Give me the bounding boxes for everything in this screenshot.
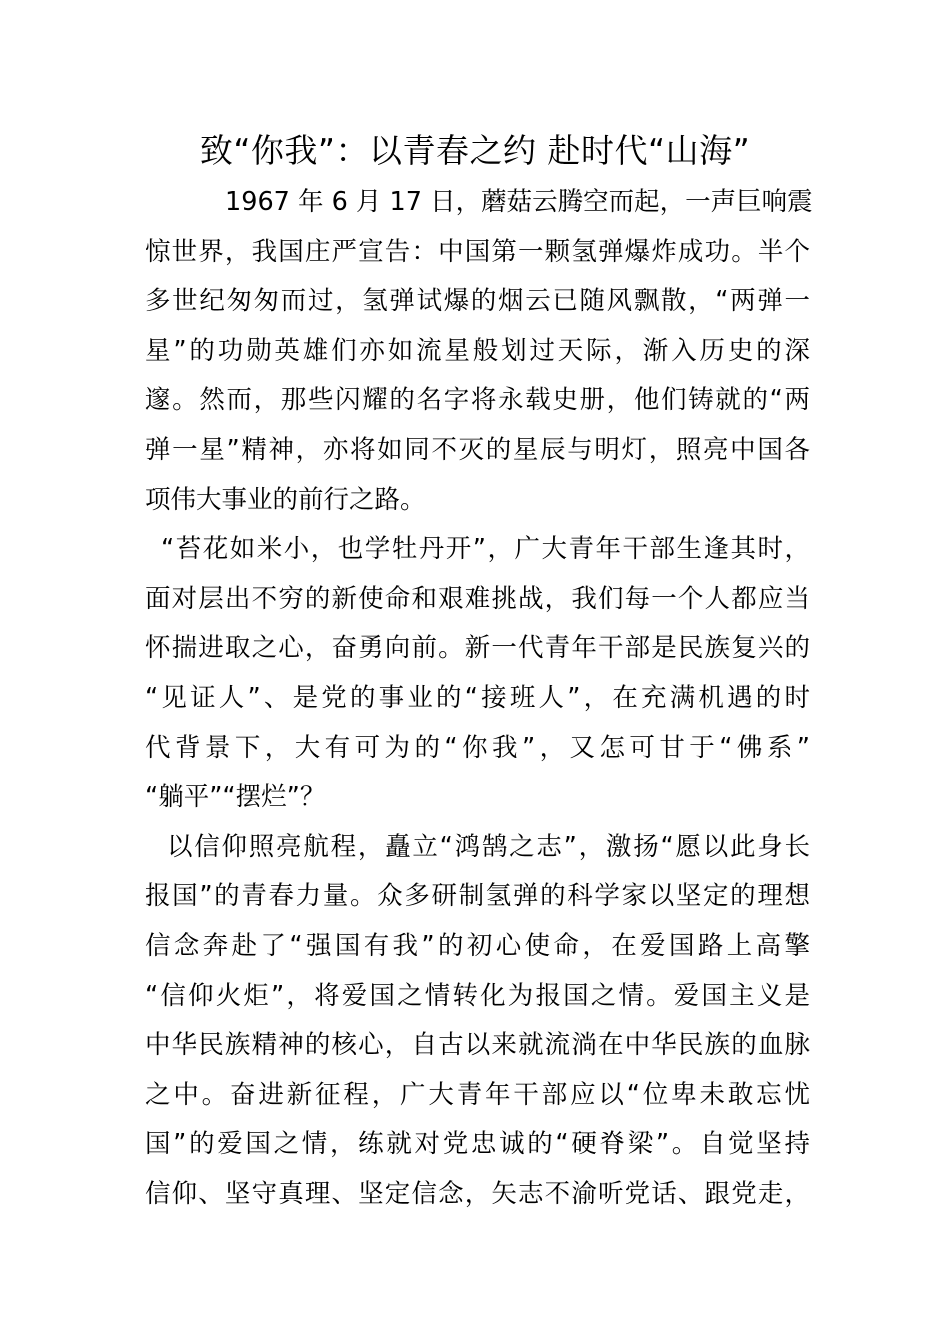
text-line: 星”的功勋英雄们亦如流星般划过天际，渐入历史的深 <box>145 335 810 366</box>
text-line: 国”的爱国之情，练就对党忠诚的“硬脊梁”。自觉坚持 <box>145 1129 810 1160</box>
text-line: 之中。奋进新征程，广大青年干部应以“位卑未敢忘忧 <box>145 1079 810 1110</box>
text-line: 面对层出不穷的新使命和艰难挑战，我们每一个人都应当 <box>145 583 810 614</box>
text-line: 多世纪匆匆而过，氢弹试爆的烟云已随风飘散，“两弹一 <box>145 286 810 317</box>
text-line: 弹一星”精神，亦将如同不灭的星辰与明灯，照亮中国各 <box>145 434 810 465</box>
text-line: “信仰火炬”，将爱国之情转化为报国之情。爱国主义是 <box>145 980 810 1011</box>
text-line: 信念奔赴了“强国有我”的初心使命，在爱国路上高擎 <box>145 930 810 961</box>
text-line: 怀揣进取之心，奋勇向前。新一代青年干部是民族复兴的 <box>145 633 810 664</box>
text-line: 信仰、坚守真理、坚定信念，矢志不渝听党话、跟党走， <box>145 1178 810 1209</box>
text-line: “苔花如米小，也学牡丹开”，广大青年干部生逢其时， <box>161 534 810 565</box>
text-line: 项伟大事业的前行之路。 <box>145 484 426 515</box>
text-line: 邃。然而，那些闪耀的名字将永载史册，他们铸就的“两 <box>145 385 810 416</box>
text-line: 中华民族精神的核心，自古以来就流淌在中华民族的血脉 <box>145 1030 810 1061</box>
document-body <box>145 178 813 1219</box>
paragraph-1 <box>145 178 813 525</box>
paragraph-2 <box>145 525 810 823</box>
document-title: 致“你我”：以青春之约 赴时代“山海” <box>199 131 751 170</box>
text-line: “见证人”、是党的事业的“接班人”，在充满机遇的时 <box>145 682 810 713</box>
text-line: 惊世界，我国庄严宣告：中国第一颗氢弹爆炸成功。半个 <box>145 236 810 267</box>
text-line: 1967 年 6 月 17 日，蘑菇云腾空而起，一声巨响震 <box>225 187 813 217</box>
text-line: “躺平”“摆烂”？ <box>145 782 326 813</box>
paragraph-3 <box>145 823 810 1220</box>
text-line: 报国”的青春力量。众多研制氢弹的科学家以坚定的理想 <box>145 881 810 912</box>
text-line: 以信仰照亮航程，矗立“鸿鹄之志”，激扬“愿以此身长 <box>167 831 810 862</box>
text-line: 代背景下，大有可为的“你我”，又怎可甘于“佛系” <box>145 732 810 763</box>
